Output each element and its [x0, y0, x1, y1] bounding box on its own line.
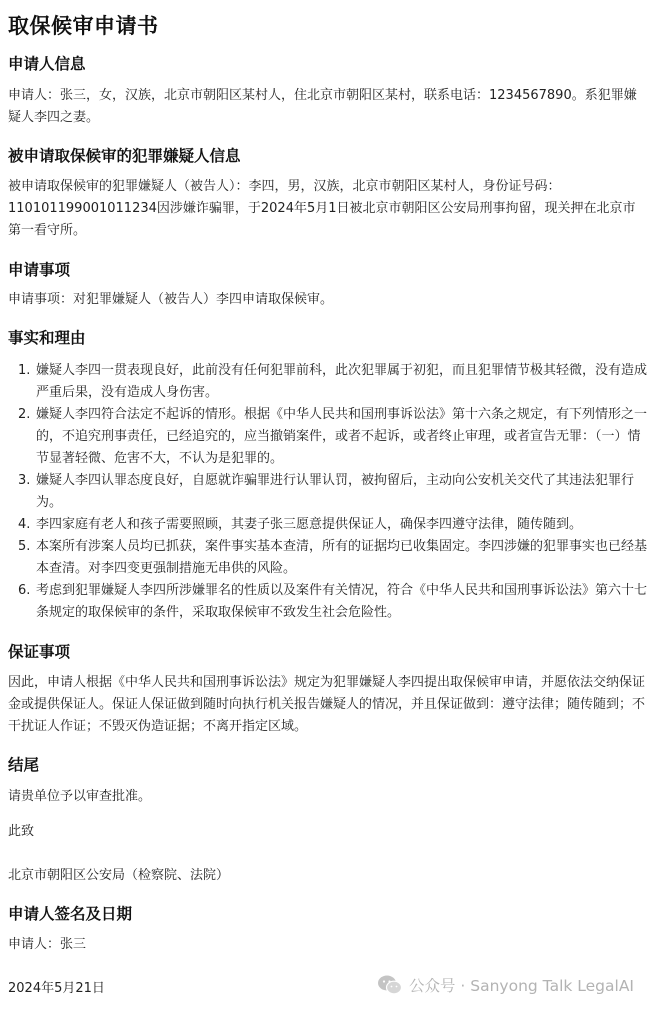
- list-item-number: 3.: [18, 473, 31, 488]
- list-item: [8, 360, 648, 404]
- applicant-info-text: 申请人：张三，女，汉族，北京市朝阳区某村人，住北京市朝阳区某村，联系电话：1234567890。系犯罪嫌疑人李四之妻。: [8, 88, 637, 125]
- facts-heading: 事实和理由: [8, 329, 86, 347]
- list-item-number: 2.: [18, 407, 31, 422]
- document-title: 取保候审申请书: [8, 14, 159, 38]
- signature-date: 2024年5月21日: [8, 981, 105, 996]
- closing-recipient: 北京市朝阳区公安局（检察院、法院）: [8, 868, 230, 883]
- list-item-text: 嫌疑人李四认罪态度良好，自愿就诈骗罪进行认罪认罚，被拘留后，主动向公安机关交代了其违法犯罪行为。: [36, 473, 635, 510]
- list-item: [8, 514, 648, 536]
- signature-heading: 申请人签名及日期: [8, 905, 133, 923]
- request-heading: 申请事项: [8, 261, 71, 279]
- list-item-text: 本案所有涉案人员均已抓获，案件事实基本查清，所有的证据均已收集固定。李四涉嫌的犯罪事实也已经基本查清。对李四变更强制措施无串供的风险。: [36, 539, 648, 576]
- list-item-text: 考虑到犯罪嫌疑人李四所涉嫌罪名的性质以及案件有关情况，符合《中华人民共和国刑事诉讼法》第六十七条规定的取保候审的条件，采取取保候审不致发生社会危险性。: [36, 583, 648, 620]
- closing-salutation: 此致: [8, 824, 35, 839]
- list-item-number: 5.: [18, 539, 31, 554]
- list-item: [8, 470, 648, 514]
- watermark-text: 公众号 · Sanyong Talk LegalAI: [408, 977, 634, 995]
- watermark: [377, 974, 634, 996]
- signature-applicant: 申请人：张三: [8, 937, 87, 952]
- list-item-text: 嫌疑人李四一贯表现良好，此前没有任何犯罪前科，此次犯罪属于初犯，而且犯罪情节极其轻微，没有造成严重后果，没有造成人身伤害。: [36, 363, 648, 400]
- suspect-info-text: 被申请取保候审的犯罪嫌疑人（被告人）：李四，男，汉族，北京市朝阳区某村人，身份证号码：110101199001011234因涉嫌诈骗罪，于2024年5月1日被北京市朝阳区公安局刑事拘留，现关押在北京市第一看守所。: [8, 179, 636, 238]
- list-item-text: 李四家庭有老人和孩子需要照顾，其妻子张三愿意提供保证人，确保李四遵守法律，随传随到。: [36, 517, 583, 532]
- list-item-text: 嫌疑人李四符合法定不起诉的情形。根据《中华人民共和国刑事诉讼法》第十六条之规定，有下列情形之一的，不追究刑事责任，已经追究的，应当撤销案件，或者不起诉，或者终止审理，或者宣告无罪：（一）情节显著轻微、危害不大，不认为是犯罪的。: [36, 407, 648, 466]
- list-item-number: 4.: [18, 517, 31, 532]
- list-item: [8, 404, 648, 470]
- guarantee-heading: 保证事项: [8, 643, 71, 661]
- guarantee-text: 因此，申请人根据《中华人民共和国刑事诉讼法》规定为犯罪嫌疑人李四提出取保候审申请，并愿依法交纳保证金或提供保证人。保证人保证做到随时向执行机关报告嫌疑人的情况，并且保证做到：遵守法律；随传随到；不干扰证人作证；不毁灭伪造证据；不离开指定区域。: [8, 675, 646, 734]
- list-item-number: 1.: [18, 363, 31, 378]
- facts-list: [8, 360, 648, 624]
- applicant-info-heading: 申请人信息: [8, 55, 86, 73]
- closing-request-text: 请贵单位予以审查批准。: [8, 789, 152, 804]
- wechat-icon: [377, 974, 403, 996]
- suspect-info-heading: 被申请取保候审的犯罪嫌疑人信息: [8, 147, 241, 165]
- closing-heading: 结尾: [8, 756, 40, 774]
- list-item-number: 6.: [18, 583, 31, 598]
- list-item: [8, 580, 648, 624]
- list-item: [8, 536, 648, 580]
- request-text: 申请事项：对犯罪嫌疑人（被告人）李四申请取保候审。: [8, 292, 334, 307]
